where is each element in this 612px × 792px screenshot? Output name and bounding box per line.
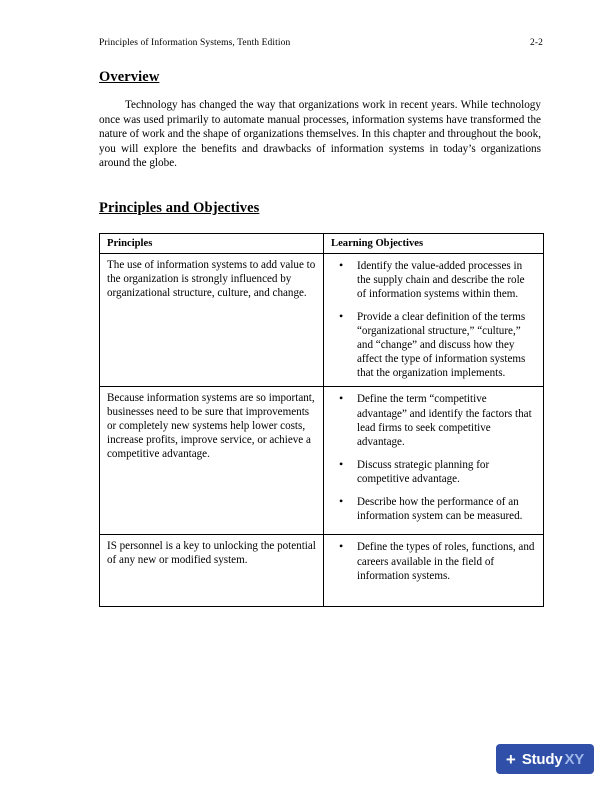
list-item xyxy=(339,257,536,301)
bullet-icon: • xyxy=(339,309,344,324)
principle-text: The use of information systems to add value to the organization is strongly influenced by organizational structure, culture, and change. xyxy=(100,253,324,387)
bullet-icon: • xyxy=(339,257,344,272)
objective-text: Describe how the performance of an information system can be measured. xyxy=(357,495,523,522)
bullet-icon: • xyxy=(339,456,344,471)
objectives-cell xyxy=(324,387,544,535)
objectives-list xyxy=(331,259,536,381)
table-row xyxy=(100,535,544,607)
list-item xyxy=(339,493,536,523)
overview-paragraph: Technology has changed the way that organizations work in recent years. While technology once was used primarily to automate manual processes, information systems have transformed the nature of work and the shape of organizations themselves. In this chapter and throughout the book, you will explore the benefits and drawbacks of information systems in today’s organizations around the globe. xyxy=(99,99,541,170)
objective-text: Discuss strategic planning for competitive advantage. xyxy=(357,458,490,485)
objective-text: Provide a clear definition of the terms “organizational structure,” “culture,” and “change” and discuss how they affect the type of information systems that the organization implements. xyxy=(357,311,526,380)
list-item xyxy=(339,456,536,486)
principles-objectives-heading: Principles and Objectives xyxy=(99,199,260,216)
principles-objectives-table xyxy=(99,233,544,608)
table-header-row xyxy=(100,233,544,253)
page-number: 2-2 xyxy=(530,38,543,48)
objective-text: Define the types of roles, functions, and careers available in the field of information systems. xyxy=(357,541,535,582)
objectives-list xyxy=(331,540,536,582)
objectives-list xyxy=(331,392,536,523)
list-item xyxy=(339,539,536,582)
principle-text: Because information systems are so important, businesses need to be sure that improvements or completely new systems help lower costs, increase profits, improve service, or achieve a competitive advantage. xyxy=(100,387,324,535)
page-content xyxy=(99,38,543,607)
plus-icon: + xyxy=(505,749,516,769)
objective-text: Define the term “competitive advantage” and identify the factors that lead firms to seek competitive advantage. xyxy=(357,393,532,448)
objectives-cell xyxy=(324,535,544,607)
overview-heading: Overview xyxy=(99,69,160,85)
list-item xyxy=(339,309,536,380)
running-header-title: Principles of Information Systems, Tenth Edition xyxy=(99,38,291,48)
column-header-objectives: Learning Objectives xyxy=(324,233,544,253)
studyxy-watermark xyxy=(496,744,594,774)
table-row xyxy=(100,387,544,535)
bullet-icon: • xyxy=(339,539,344,554)
watermark-suffix: XY xyxy=(564,750,585,768)
column-header-principles: Principles xyxy=(100,233,324,253)
table-row xyxy=(100,253,544,387)
objectives-cell xyxy=(324,253,544,387)
running-header xyxy=(99,38,543,48)
objective-text: Identify the value-added processes in the supply chain and describe the role of information systems within them. xyxy=(357,259,525,300)
bullet-icon: • xyxy=(339,391,344,406)
list-item xyxy=(339,391,536,448)
bullet-icon: • xyxy=(339,493,344,508)
principle-text: IS personnel is a key to unlocking the potential of any new or modified system. xyxy=(100,535,324,607)
watermark-name: Study xyxy=(521,750,563,768)
